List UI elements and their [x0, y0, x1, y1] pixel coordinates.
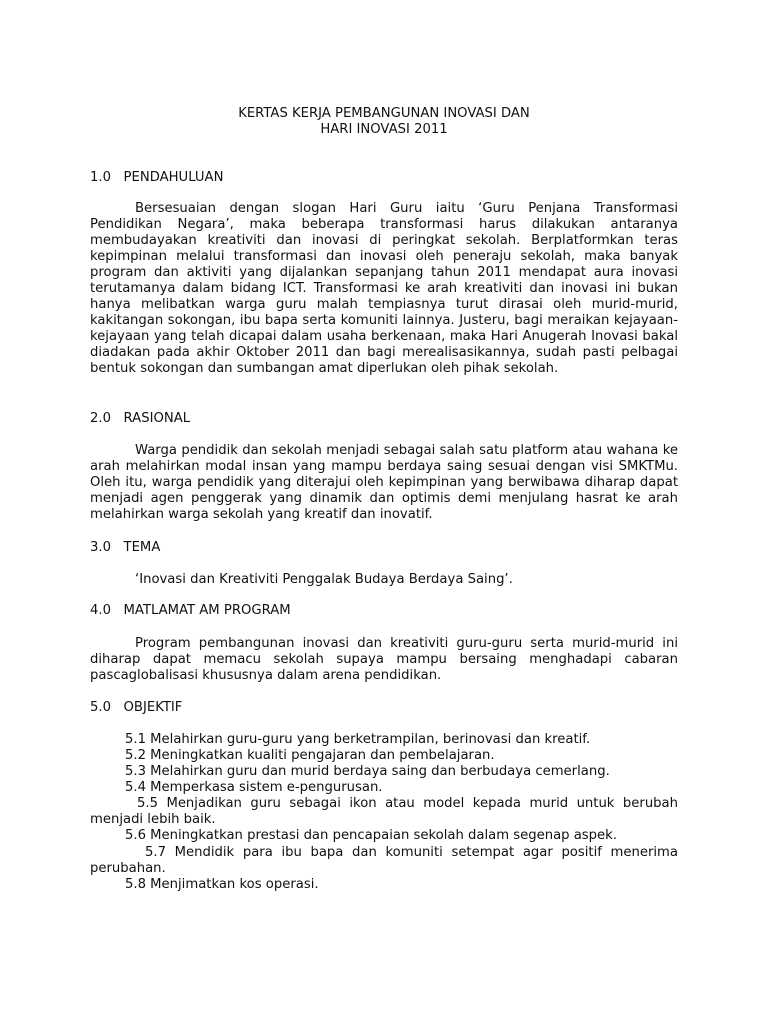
section-text-pendahuluan: Bersesuaian dengan slogan Hari Guru iaitu ‘Guru Penjana Transformasi Pendidikan Negara’, maka beberapa transformasi harus dilakukan antaranya membudayakan kreativiti dan inovasi di peringkat sekolah. Berplatformkan teras kepimpinan melalui transformasi dan inovasi oleh peneraju sekolah, maka banyak program dan aktiviti yang dijalankan sepanjang tahun 2011 mendapat aura inovasi terutamanya dalam bidang ICT. Transformasi ke arah kreativiti dan inovasi ini bukan hanya melibatkan warga guru malah tempiasnya turut dirasai oleh murid-murid, kakitangan sokongan, ibu bapa serta komuniti lainnya. Justeru, bagi meraikan kejayaan-kejayaan yang telah dicapai dalam usaha berkenaan, maka Hari Anugerah Inovasi bakal diadakan pada akhir Oktober 2011 dan bagi merealisasikannya, sudah pasti pelbagai bentuk sokongan dan sumbangan amat diperlukan oleh pihak sekolah.: [90, 201, 678, 376]
section-heading-rasional: 2.0 RASIONAL: [90, 411, 191, 426]
section-text-tema: ‘Inovasi dan Kreativiti Penggalak Budaya Berdaya Saing’.: [135, 572, 513, 587]
document-title: [0, 106, 768, 138]
section-text-rasional: Warga pendidik dan sekolah menjadi sebagai salah satu platform atau wahana ke arah melahirkan modal insan yang mampu berdaya saing sesuai dengan visi SMKTMu. Oleh itu, warga pendidik yang diterajui oleh kepimpinan yang berwibawa diharap dapat menjadi agen penggerak yang dinamik dan optimis demi menjulang hasrat ke arah melahirkan warga sekolah yang kreatif dan inovatif.: [90, 443, 678, 522]
objective-item-5-6: 5.6 Meningkatkan prestasi dan pencapaian sekolah dalam segenap aspek.: [125, 828, 617, 843]
objective-item-5-2: 5.2 Meningkatkan kualiti pengajaran dan pembelajaran.: [125, 748, 495, 763]
section-heading-objektif: 5.0 OBJEKTIF: [90, 700, 183, 715]
objective-item-5-4: 5.4 Memperkasa sistem e-pengurusan.: [125, 780, 383, 795]
section-text-matlamat: Program pembangunan inovasi dan kreativiti guru-guru serta murid-murid ini diharap dapat memacu sekolah supaya mampu bersaing menghadapi cabaran pascaglobalisasi khususnya dalam arena pendidikan.: [90, 636, 678, 683]
section-heading-tema: 3.0 TEMA: [90, 540, 161, 555]
objective-item-5-3: 5.3 Melahirkan guru dan murid berdaya saing dan berbudaya cemerlang.: [125, 764, 610, 779]
objective-item-5-1: 5.1 Melahirkan guru-guru yang berketrampilan, berinovasi dan kreatif.: [125, 732, 591, 747]
section-heading-pendahuluan: 1.0 PENDAHULUAN: [90, 170, 224, 185]
objective-item-5-7: 5.7 Mendidik para ibu bapa dan komuniti setempat agar positif menerima perubahan.: [90, 845, 678, 876]
title-line-1: KERTAS KERJA PEMBANGUNAN INOVASI DAN: [238, 106, 530, 121]
objective-item-5-5: 5.5 Menjadikan guru sebagai ikon atau model kepada murid untuk berubah menjadi lebih baik.: [90, 796, 678, 827]
objective-item-5-8: 5.8 Menjimatkan kos operasi.: [125, 877, 319, 892]
title-line-2: HARI INOVASI 2011: [320, 122, 448, 137]
section-heading-matlamat: 4.0 MATLAMAT AM PROGRAM: [90, 603, 291, 618]
